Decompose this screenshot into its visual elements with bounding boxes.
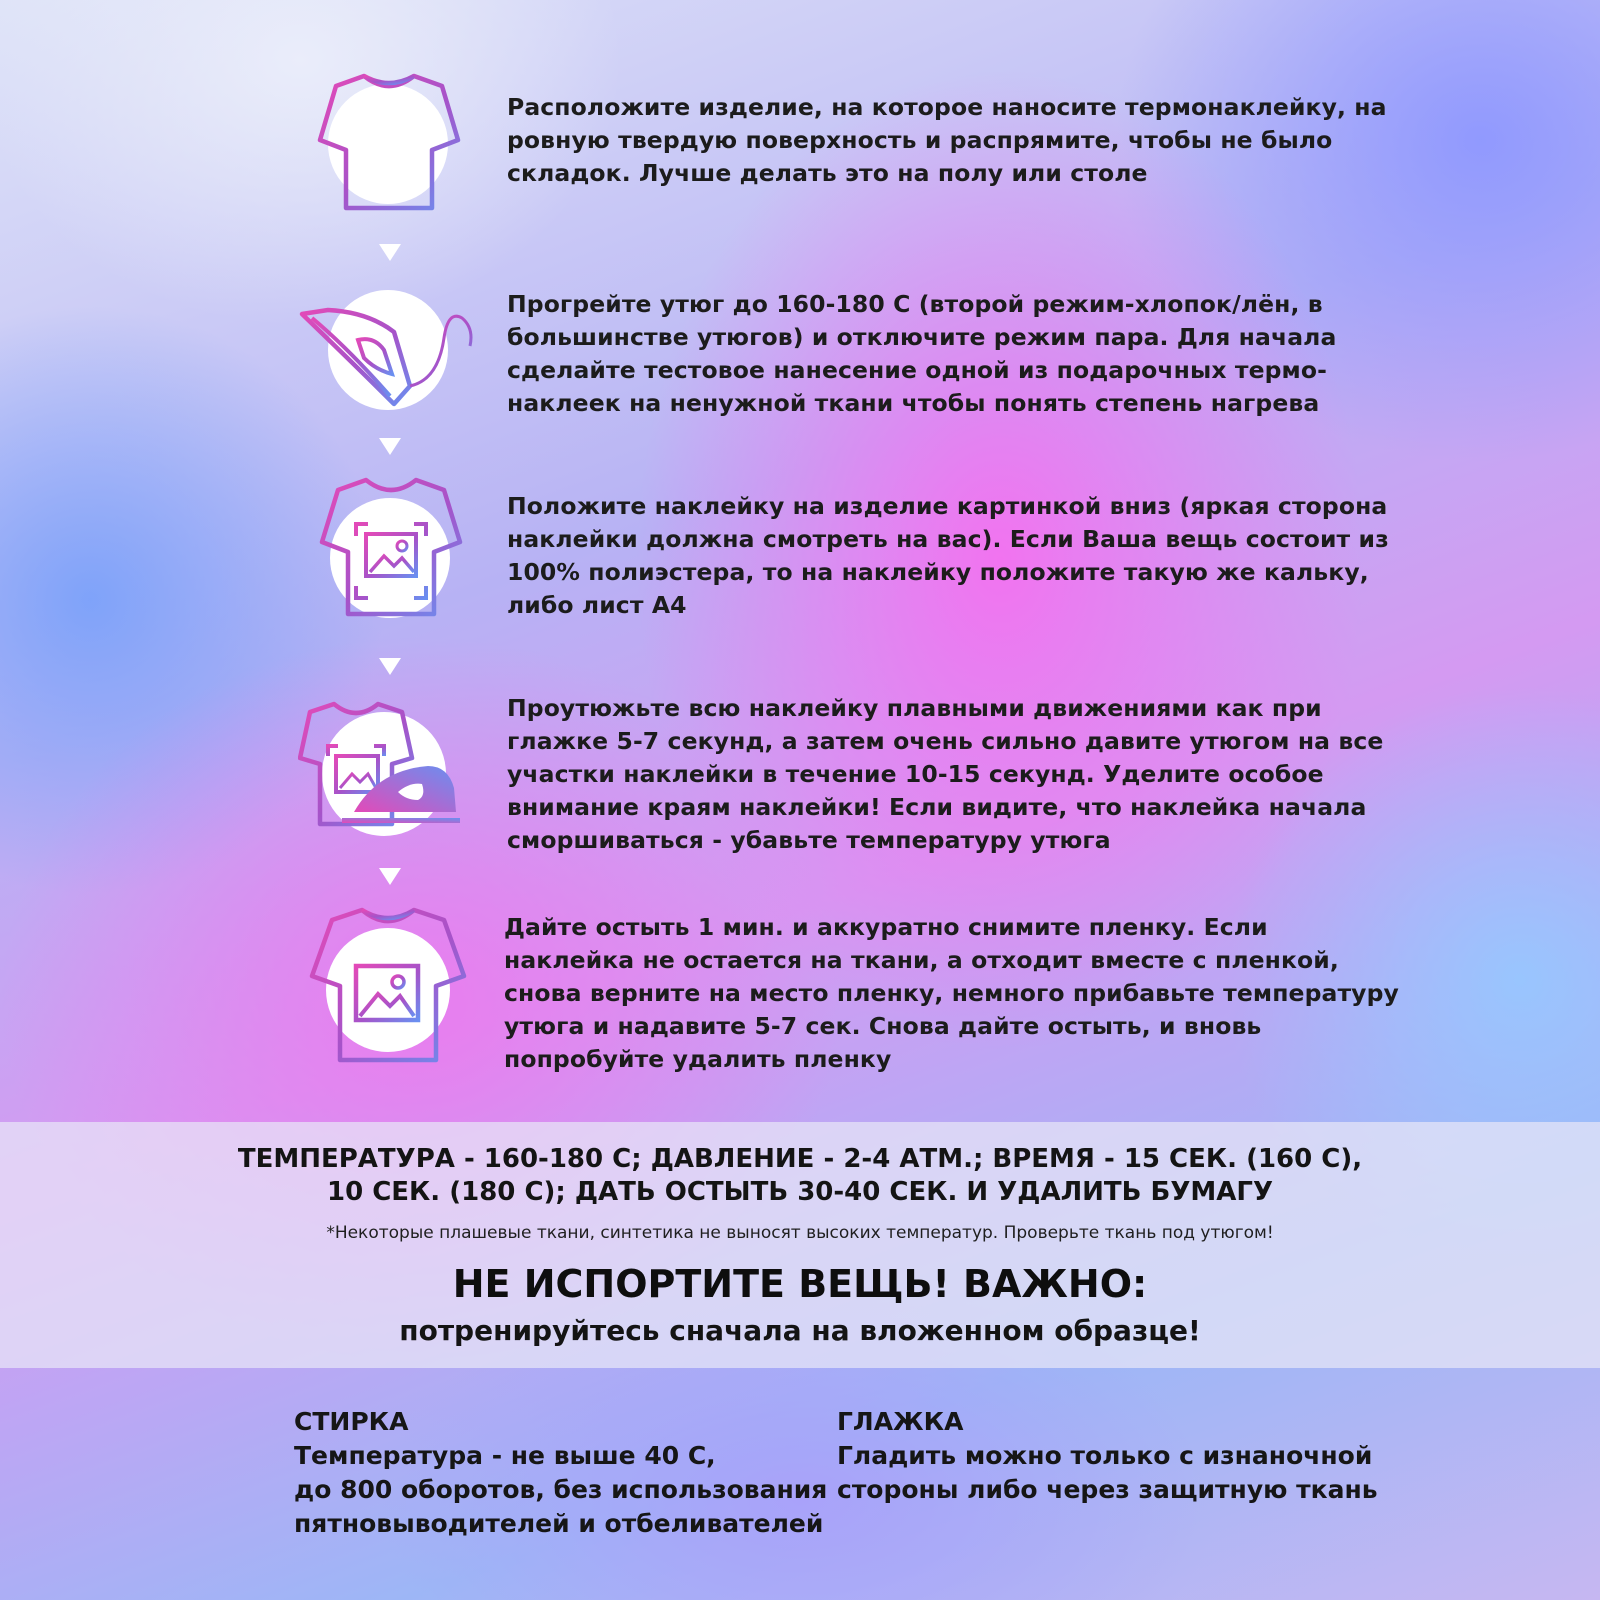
fabric-note: *Некоторые плашевые ткани, синтетика не выносят высоких температур. Проверьте ткань под утюгом! [326,1223,1274,1243]
down-arrow-icon [379,438,401,455]
ironing-section [837,1405,1378,1507]
down-arrow-icon [379,244,401,261]
step-2-text: Прогрейте утюг до 160-180 С (второй режим-хлопок/лён, в большинстве утюгов) и отключите режим пара. Для начала сделайте тестовое нанесение одной из подарочных термо-наклеек на ненужной ткани чтобы понять степень нагрева [507,290,1337,417]
wash-section [294,1405,827,1541]
tshirt-icon [316,70,462,216]
step-3-text: Положите наклейку на изделие картинкой вниз (яркая сторона наклейки должна смотреть на вас). Если Ваша вещь состоит из 100% полиэстера, то на наклейку положите такую же кальку, либо лист А4 [507,492,1389,619]
tshirt-image-icon [308,906,468,1066]
down-arrow-icon [379,658,401,675]
down-arrow-icon [379,868,401,885]
iron-icon [298,288,478,418]
parameters-line-1: ТЕМПЕРАТУРА - 160-180 С; ДАВЛЕНИЕ - 2-4 АТМ.; ВРЕМЯ - 15 СЕК. (160 С), [237,1144,1363,1174]
ironing-text: Гладить можно только с изнаночной стороны либо через защитную ткань [837,1441,1378,1504]
step-5-text: Дайте остыть 1 мин. и аккуратно снимите пленку. Если наклейка не остается на ткани, а отходит вместе с пленкой, снова верните на место пленку, немного прибавьте температуру утюга и надавите 5-7 сек. Снова дайте остыть, и вновь попробуйте удалить пленку [504,913,1399,1073]
step-4-text: Проутюжьте всю наклейку плавными движениями как при глажке 5-7 секунд, а затем очень сильно давите утюгом на все участки наклейки в течение 10-15 секунд. Уделите особое внимание краям наклейки! Если видите, что наклейка начала сморшиваться - убавьте температуру утюга [507,694,1384,854]
tshirt-iron-icon [298,700,470,840]
parameters-line-2: 10 СЕК. (180 С); ДАТЬ ОСТЫТЬ 30-40 СЕК. И УДАЛИТЬ БУМАГУ [326,1177,1274,1207]
ironing-title: ГЛАЖКА [837,1407,964,1436]
wash-title: СТИРКА [294,1407,409,1436]
tshirt-sticker-icon [318,476,464,622]
warning-heading: НЕ ИСПОРТИТЕ ВЕЩЬ! ВАЖНО: [452,1262,1148,1306]
step-1-text: Расположите изделие, на которое наносите термонаклейку, на ровную твердую поверхность и распрямите, чтобы не было складок. Лучше делать это на полу или столе [507,93,1387,187]
wash-text: Температура - не выше 40 С, до 800 оборотов, без использования пятновыводителей и отбеливателей [294,1441,828,1538]
practice-advice: потренируйтесь сначала на вложенном образце! [399,1314,1201,1347]
